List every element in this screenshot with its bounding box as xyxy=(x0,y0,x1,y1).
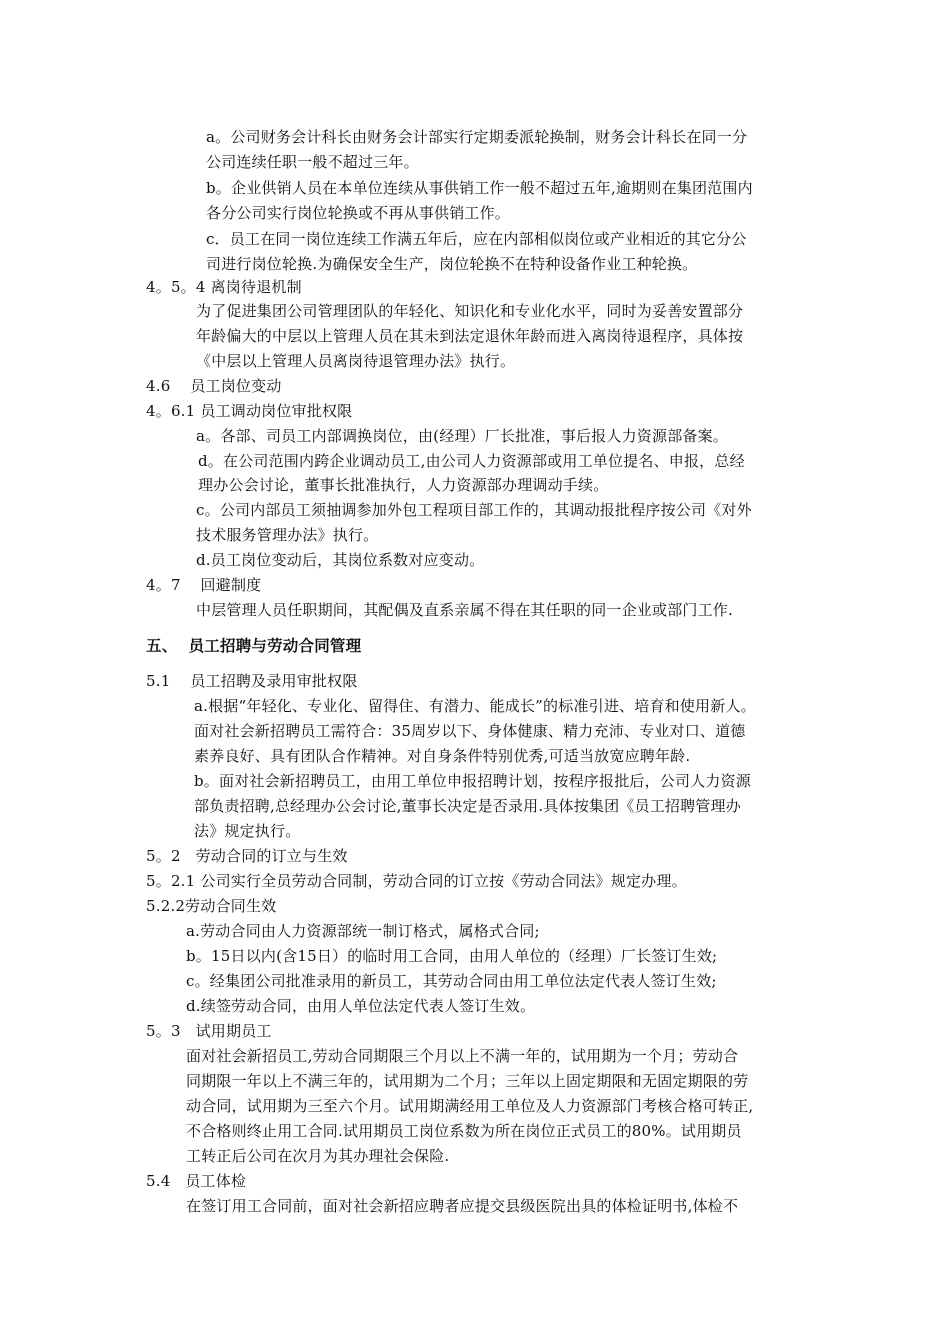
section-heading: 5.1 员工招聘及录用审批权限 xyxy=(146,672,358,690)
text-line: 素养良好、具有团队合作精神。对自身条件特别优秀,可适当放宽应聘年龄. xyxy=(194,747,691,765)
text-line: 动合同，试用期为三至六个月。试用期满经用工单位及人力资源部门考核合格可转正, xyxy=(186,1097,754,1115)
section-heading: 5。2 劳动合同的订立与生效 xyxy=(146,847,348,865)
section-heading: 5。2.1 公司实行全员劳动合同制，劳动合同的订立按《劳动合同法》规定办理。 xyxy=(146,872,687,890)
text-line: c．员工在同一岗位连续工作满五年后，应在内部相似岗位或产业相近的其它分公 xyxy=(206,230,747,248)
section-heading: 4。5。4 离岗待退机制 xyxy=(146,278,302,296)
text-line: 中层管理人员任职期间，其配偶及直系亲属不得在其任职的同一企业或部门工作. xyxy=(196,601,733,619)
text-line: 为了促进集团公司管理团队的年轻化、知识化和专业化水平，同时为妥善安置部分 xyxy=(196,302,744,320)
text-line: 工转正后公司在次月为其办理社会保险. xyxy=(186,1147,450,1165)
text-line: 理办公会讨论，董事长批准执行，人力资源部办理调动手续。 xyxy=(198,476,609,494)
text-line: c。公司内部员工须抽调参加外包工程项目部工作的，其调动报批程序按公司《对外 xyxy=(196,501,752,519)
section-heading: 5.4 员工体检 xyxy=(146,1172,247,1190)
text-line: a。公司财务会计科长由财务会计部实行定期委派轮换制，财务会计科长在同一分 xyxy=(206,128,748,146)
text-line: 法》规定执行。 xyxy=(194,822,301,840)
text-line: 面对社会新招聘员工需符合：35周岁以下、身体健康、精力充沛、专业对口、道德 xyxy=(194,722,746,740)
text-line: d。在公司范围内跨企业调动员工,由公司人力资源部或用工单位提名、申报，总经 xyxy=(198,452,745,470)
text-line: b。面对社会新招聘员工，由用工单位申报招聘计划，按程序报批后，公司人力资源 xyxy=(194,772,752,790)
text-line: 公司连续任职一般不超过三年。 xyxy=(206,153,419,171)
text-line: a.根据“年轻化、专业化、留得住、有潜力、能成长”的标准引进、培育和使用新人。 xyxy=(194,697,756,715)
text-line: 年龄偏大的中层以上管理人员在其未到法定退休年龄而进入离岗待退程序，具体按 xyxy=(196,327,744,345)
section-heading: 4。7 回避制度 xyxy=(146,576,262,594)
text-line: 不合格则终止用工合同.试用期员工岗位系数为所在岗位正式员工的80%。试用期员 xyxy=(186,1122,742,1140)
text-line: 在签订用工合同前，面对社会新招应聘者应提交县级医院出具的体检证明书,体检不 xyxy=(186,1197,739,1215)
text-line: b。15日以内(含15日）的临时用工合同，由用人单位的（经理）厂长签订生效; xyxy=(186,947,718,965)
text-line: 技术服务管理办法》执行。 xyxy=(196,526,379,544)
section-heading: 4。6.1 员工调动岗位审批权限 xyxy=(146,402,353,420)
text-line: d.员工岗位变动后，其岗位系数对应变动。 xyxy=(196,551,485,569)
text-line: d.续签劳动合同，由用人单位法定代表人签订生效。 xyxy=(186,997,536,1015)
chapter-heading: 五、 员工招聘与劳动合同管理 xyxy=(146,637,362,655)
section-heading: 4.6 员工岗位变动 xyxy=(146,377,282,395)
text-line: 同期限一年以上不满三年的，试用期为二个月；三年以上固定期限和无固定期限的劳 xyxy=(186,1072,749,1090)
text-line: 面对社会新招员工,劳动合同期限三个月以上不满一年的，试用期为一个月；劳动合 xyxy=(186,1047,739,1065)
section-heading: 5。3 试用期员工 xyxy=(146,1022,272,1040)
section-heading: 5.2.2劳动合同生效 xyxy=(146,897,277,915)
text-line: a。各部、司员工内部调换岗位，由(经理）厂长批准，事后报人力资源部备案。 xyxy=(196,427,728,445)
text-line: 各分公司实行岗位轮换或不再从事供销工作。 xyxy=(206,204,511,222)
text-line: a.劳动合同由人力资源部统一制订格式，属格式合同; xyxy=(186,922,540,940)
text-line: 《中层以上管理人员离岗待退管理办法》执行。 xyxy=(196,352,516,370)
text-line: 部负责招聘,总经理办公会讨论,董事长决定是否录用.具体按集团《员工招聘管理办 xyxy=(194,797,741,815)
text-line: c。经集团公司批准录用的新员工，其劳动合同由用工单位法定代表人签订生效; xyxy=(186,972,717,990)
text-line: 司进行岗位轮换.为确保安全生产，岗位轮换不在特种设备作业工种轮换。 xyxy=(206,255,698,273)
text-line: b。企业供销人员在本单位连续从事供销工作一般不超过五年,逾期则在集团范围内 xyxy=(206,179,753,197)
